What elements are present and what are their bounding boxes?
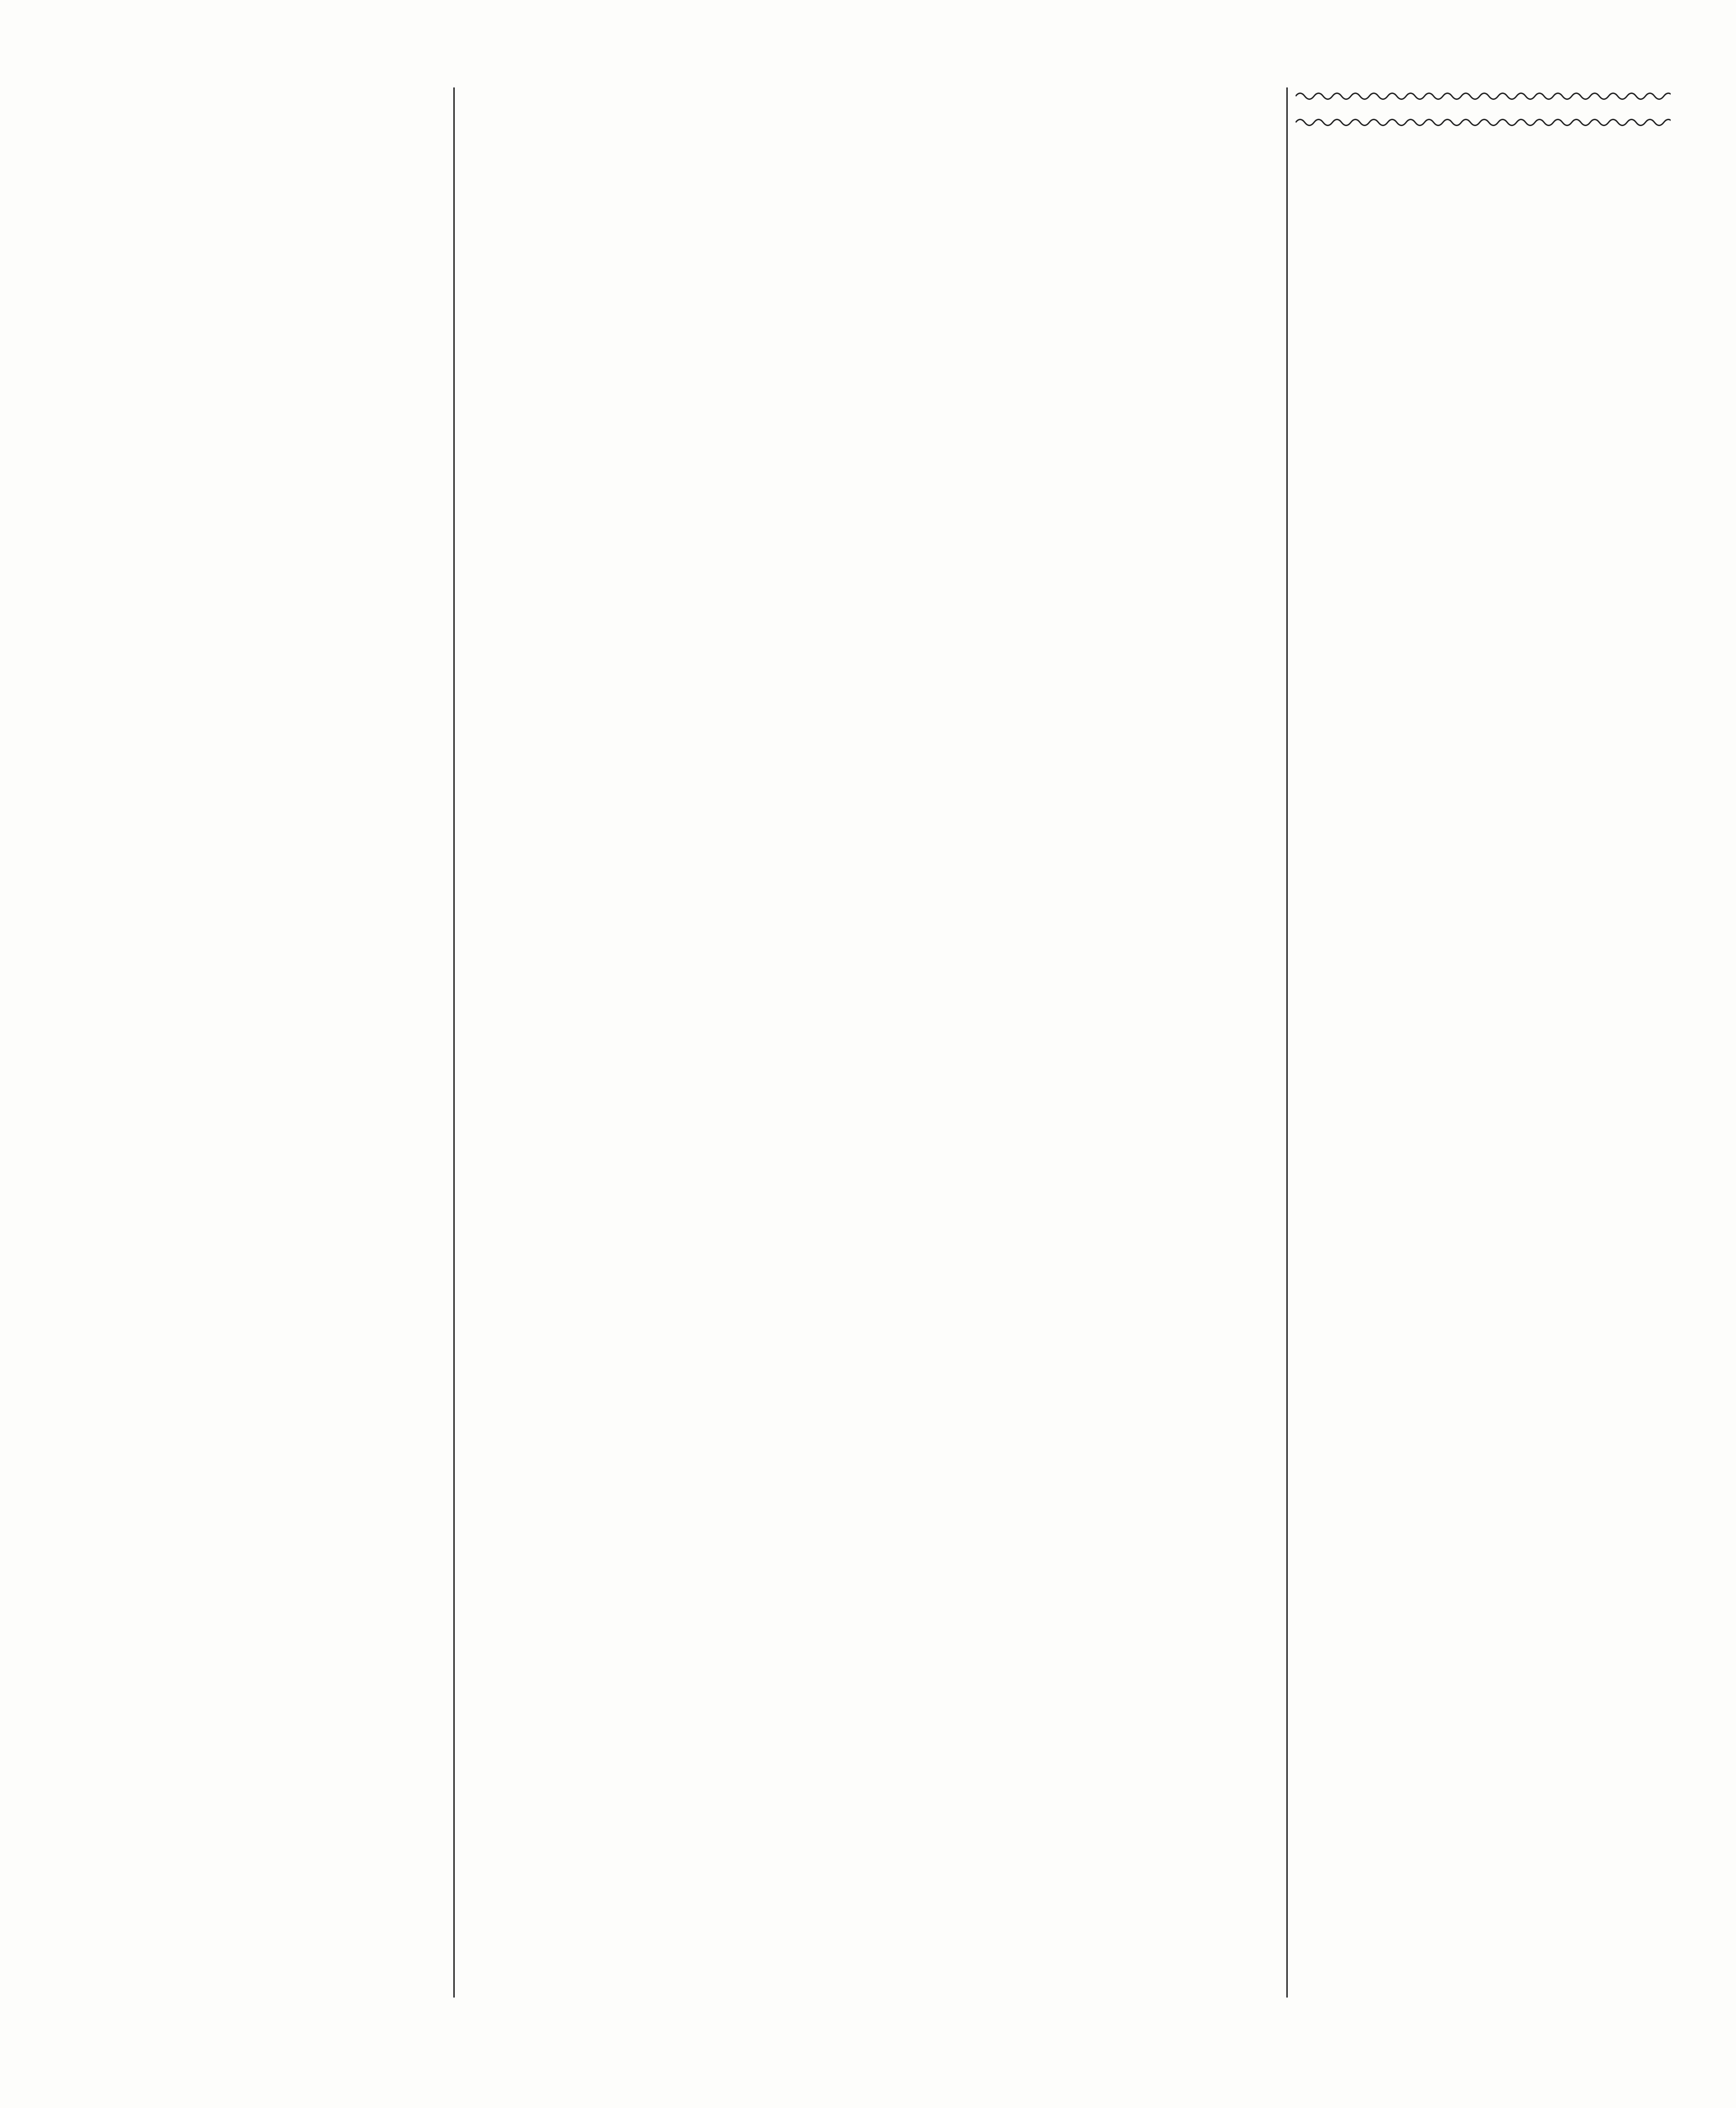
station-2yc [881, 240, 1282, 321]
column-rule [1286, 87, 1288, 1998]
station-header [881, 157, 1282, 233]
station-1xn [463, 157, 877, 237]
column-rule [453, 87, 455, 1998]
station-1yd [69, 257, 442, 337]
station-header [463, 157, 877, 233]
column-1 [69, 87, 442, 1998]
column-3 [881, 154, 1282, 1998]
column-2 [463, 154, 877, 1998]
wavy-rule [1296, 116, 1671, 128]
station-header [69, 257, 442, 333]
national-broadcasts-box [1296, 87, 1671, 133]
station-1yc [69, 174, 442, 254]
station-1xh [463, 240, 877, 321]
station-header [69, 90, 442, 166]
station-header [463, 240, 877, 316]
station-2ya [881, 157, 1282, 237]
station-header [463, 324, 877, 400]
station-1ya [69, 90, 442, 171]
station-header [69, 174, 442, 249]
column-4 [1296, 87, 1671, 1998]
station-1yz [463, 324, 877, 404]
station-header [881, 240, 1282, 316]
wavy-rule [1296, 90, 1671, 102]
